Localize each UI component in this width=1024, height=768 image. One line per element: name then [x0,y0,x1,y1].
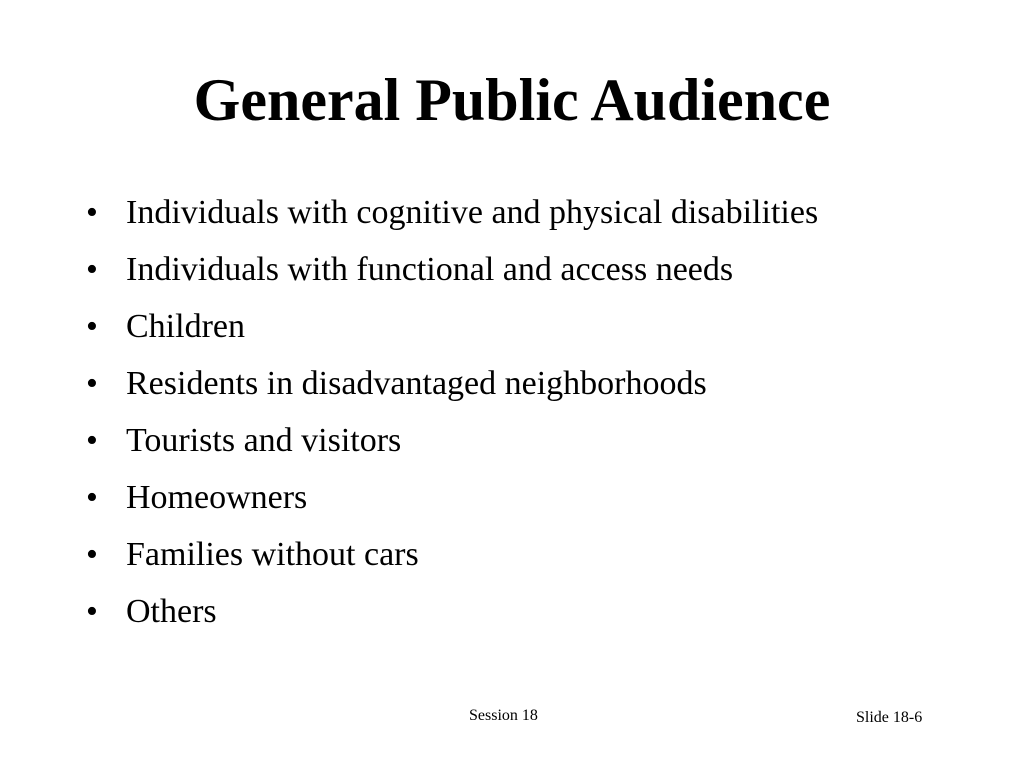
bullet-text: Individuals with cognitive and physical disabilities [126,194,819,231]
bullet-text: Others [126,593,217,630]
slide-title: General Public Audience [193,67,831,133]
bullet-icon: • [86,422,98,459]
bullet-item [86,355,818,412]
bullet-text: Individuals with functional and access needs [126,251,734,288]
bullet-list [86,184,818,640]
bullet-text: Children [126,308,245,345]
bullet-icon: • [86,479,98,516]
bullet-icon: • [86,593,98,630]
bullet-text: Tourists and visitors [126,422,402,459]
bullet-item [86,526,818,583]
bullet-icon: • [86,308,98,345]
bullet-item [86,412,818,469]
bullet-item [86,241,818,298]
bullet-icon: • [86,365,98,402]
bullet-text: Families without cars [126,536,419,573]
bullet-item [86,583,818,640]
footer-slide-number: Slide 18-6 [856,709,923,726]
bullet-text: Residents in disadvantaged neighborhoods [126,365,707,402]
bullet-item [86,298,818,355]
bullet-icon: • [86,536,98,573]
bullet-icon: • [86,251,98,288]
bullet-icon: • [86,194,98,231]
bullet-item [86,469,818,526]
bullet-text: Homeowners [126,479,308,516]
footer-session-label: Session 18 [469,707,538,724]
bullet-item [86,184,818,241]
